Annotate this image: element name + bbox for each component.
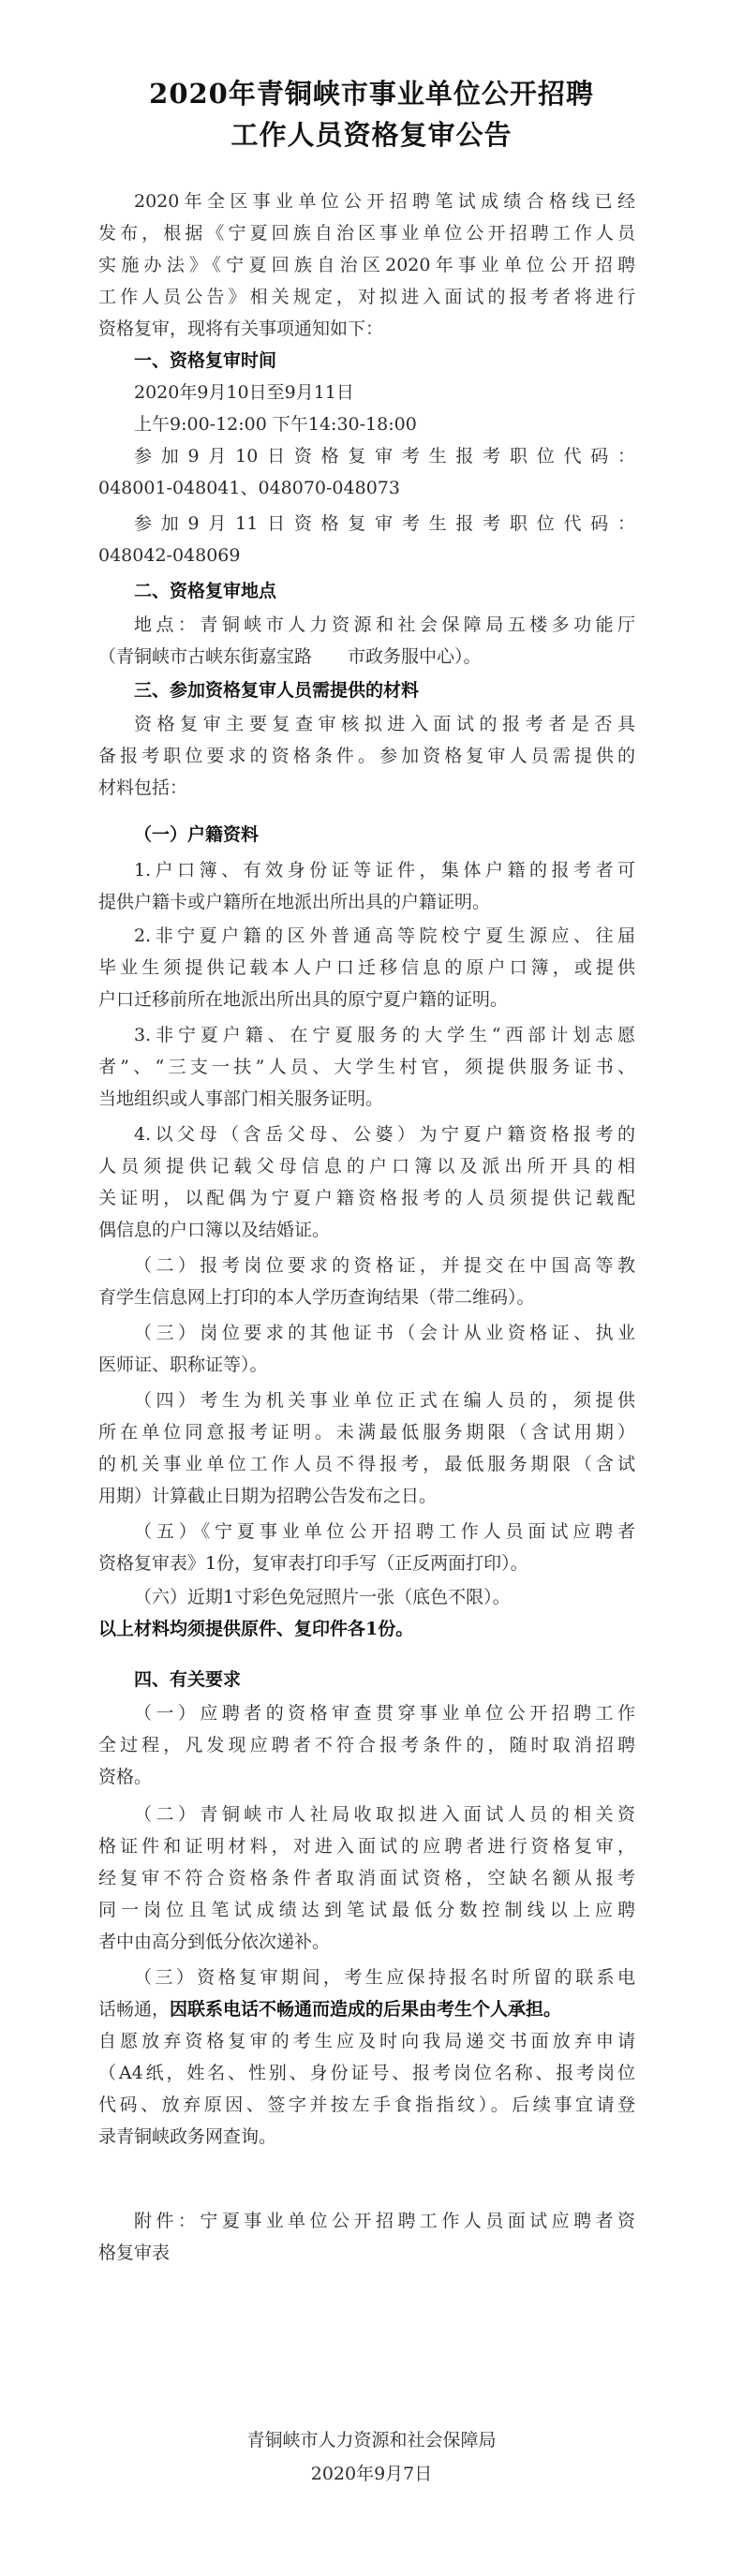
requirement-2-line: 同一岗位且笔试成绩达到笔试最低分数控制线以上应聘: [98, 1900, 635, 1920]
requirement-3-line: [98, 1993, 635, 2025]
subsection-6-line: （六）近期1寸彩色免冠照片一张（底色不限）。: [134, 1587, 511, 1607]
subsection-3-line: 医师证、职称证等）。: [98, 1355, 268, 1375]
requirement-3-line: （三）资格复审期间，考生应保持报名时所留的联系电: [134, 1967, 635, 1988]
item-3-line: 3.非宁夏户籍、在宁夏服务的大学生“西部计划志愿: [134, 1025, 635, 1045]
page-title-line-2: 工作人员资格复审公告: [230, 119, 513, 151]
requirement-1-line: 资格。: [98, 1767, 153, 1787]
item-2-line: 户口迁移前所在地派出所出具的原宁夏户籍的证明。: [98, 989, 509, 1010]
materials-note: 以上材料均须提供原件、复印件各1份。: [98, 1619, 414, 1639]
signature-date: 2020年9月7日: [310, 2464, 433, 2484]
intro-line: 资格复审，现将有关事项通知如下：: [98, 318, 384, 339]
subsection-5-line: （五）《宁夏事业单位公开招聘工作人员面试应聘者: [134, 1521, 635, 1542]
item-2-line: 毕业生须提供记载本人户口迁移信息的原户口簿，或提供: [98, 957, 635, 978]
requirement-3-line: 自愿放弃资格复审的考生应及时向我局递交书面放弃申请: [98, 2031, 635, 2051]
requirement-3-bold-warning: 因联系电话不畅通而造成的后果由考生个人承担。: [170, 1999, 562, 2020]
requirement-2-line: 者中由高分到低分依次递补。: [98, 1932, 331, 1952]
item-4-line: 偶信息的户口簿以及结婚证。: [98, 1220, 331, 1240]
item-4-line: 人员须提供记载父母信息的户口簿以及派出所开具的相: [98, 1156, 635, 1177]
day2-codes: 048042-048069: [98, 545, 241, 566]
item-3-line: 者”、“三支一扶”人员、大学生村官，须提供服务证书、: [98, 1057, 635, 1077]
requirement-2-line: 格证件和证明材料，对进入面试的应聘者进行资格复审，: [98, 1836, 635, 1857]
requirement-3-line: 代码、放弃原因、签字并按左手食指指纹）。后续事宜请登: [98, 2095, 635, 2115]
attachment-line: 格复审表: [98, 2243, 171, 2263]
section-2-heading: 二、资格复审地点: [134, 581, 277, 601]
section-3-heading: 三、参加资格复审人员需提供的材料: [134, 680, 420, 701]
review-hours: 上午9:00-12:00 下午14:30-18:00: [134, 414, 417, 435]
intro-line: 发布，根据《宁夏回族自治区事业单位公开招聘工作人员: [98, 223, 635, 244]
requirement-3-phone-text: 话畅通，: [98, 1999, 171, 2020]
section-3-intro-line: 备报考职位要求的资格条件。参加资格复审人员需提供的: [98, 746, 635, 766]
item-2-line: 2.非宁夏户籍的区外普通高等院校宁夏生源应、往届: [134, 925, 635, 946]
requirement-3-line: 录青铜峡政务网查询。: [98, 2126, 277, 2147]
subsection-5-line: 资格复审表》1份，复审表打印手写（正反两面打印）。: [98, 1553, 528, 1574]
requirement-2-line: 经复审不符合资格条件者取消面试资格，空缺名额从报考: [98, 1868, 635, 1888]
requirement-1-line: （一）应聘者的资格审查贯穿事业单位公开招聘工作: [134, 1703, 635, 1724]
subsection-4-line: 所在单位同意报考证明。未满最低服务期限（含试用期）: [98, 1422, 635, 1443]
item-4-line: 4.以父母（含岳父母、公婆）为宁夏户籍资格报考的: [134, 1124, 635, 1145]
requirement-1-line: 全过程，凡发现应聘者不符合报考条件的，随时取消招聘: [98, 1735, 635, 1755]
subsection-4-line: 用期）计算截止日期为招聘公告发布之日。: [98, 1486, 438, 1506]
requirement-2-line: （二）青铜峡市人社局收取拟进入面试人员的相关资: [134, 1804, 635, 1825]
location-line: （青铜峡市古峡东街嘉宝路 市政务服中心）。: [98, 646, 482, 667]
item-1-line: 提供户籍卡或户籍所在地派出所出具的户籍证明。: [98, 892, 491, 912]
item-4-line: 关证明，以配偶为宁夏户籍资格报考的人员须提供记载配: [98, 1188, 635, 1208]
subsection-2-line: 育学生信息网上打印的本人学历查询结果（带二维码）。: [98, 1287, 535, 1308]
section-3-intro-line: 资格复审主要复查审核拟进入面试的报考者是否具: [134, 714, 635, 734]
section-1-heading: 一、资格复审时间: [134, 350, 277, 371]
page-title-line-1: 2020年青铜峡市事业单位公开招聘: [149, 78, 594, 110]
subsection-4-line: （四）考生为机关事业单位正式在编人员的，须提供: [134, 1390, 635, 1411]
day1-codes: 048001-048041、048070-048073: [98, 478, 400, 498]
subsection-1-heading: （一）户籍资料: [134, 824, 260, 845]
intro-line: 工作人员公告》相关规定，对拟进入面试的报考者将进行: [98, 287, 635, 307]
day2-codes-label: 参加9月11日资格复审考生报考职位代码：: [134, 513, 635, 534]
item-1-line: 1.户口簿、有效身份证等证件，集体户籍的报考者可: [134, 860, 635, 881]
intro-line: 实施办法》《宁夏回族自治区2020年事业单位公开招聘: [98, 255, 635, 275]
section-4-heading: 四、有关要求: [134, 1669, 242, 1690]
requirement-3-line: （A4纸，姓名、性别、身份证号、报考岗位名称、报考岗位: [98, 2063, 635, 2083]
subsection-3-line: （三）岗位要求的其他证书（会计从业资格证、执业: [134, 1323, 635, 1343]
intro-line: 2020年全区事业单位公开招聘笔试成绩合格线已经: [134, 191, 635, 212]
section-3-intro-line: 材料包括：: [98, 777, 188, 798]
subsection-2-line: （二）报考岗位要求的资格证，并提交在中国高等教: [134, 1255, 635, 1276]
review-date: 2020年9月10日至9月11日: [134, 382, 354, 403]
location-line: 地点：青铜峡市人力资源和社会保障局五楼多功能厅: [134, 614, 635, 635]
attachment-line: 附件：宁夏事业单位公开招聘工作人员面试应聘者资: [134, 2211, 635, 2231]
item-3-line: 当地组织或人事部门相关服务证明。: [98, 1088, 384, 1109]
subsection-4-line: 的机关事业单位工作人员不得报考，最低服务期限（含试: [98, 1454, 635, 1474]
day1-codes-label: 参加9月10日资格复审考生报考职位代码：: [134, 446, 635, 466]
signature-org: 青铜峡市人力资源和社会保障局: [246, 2430, 497, 2450]
